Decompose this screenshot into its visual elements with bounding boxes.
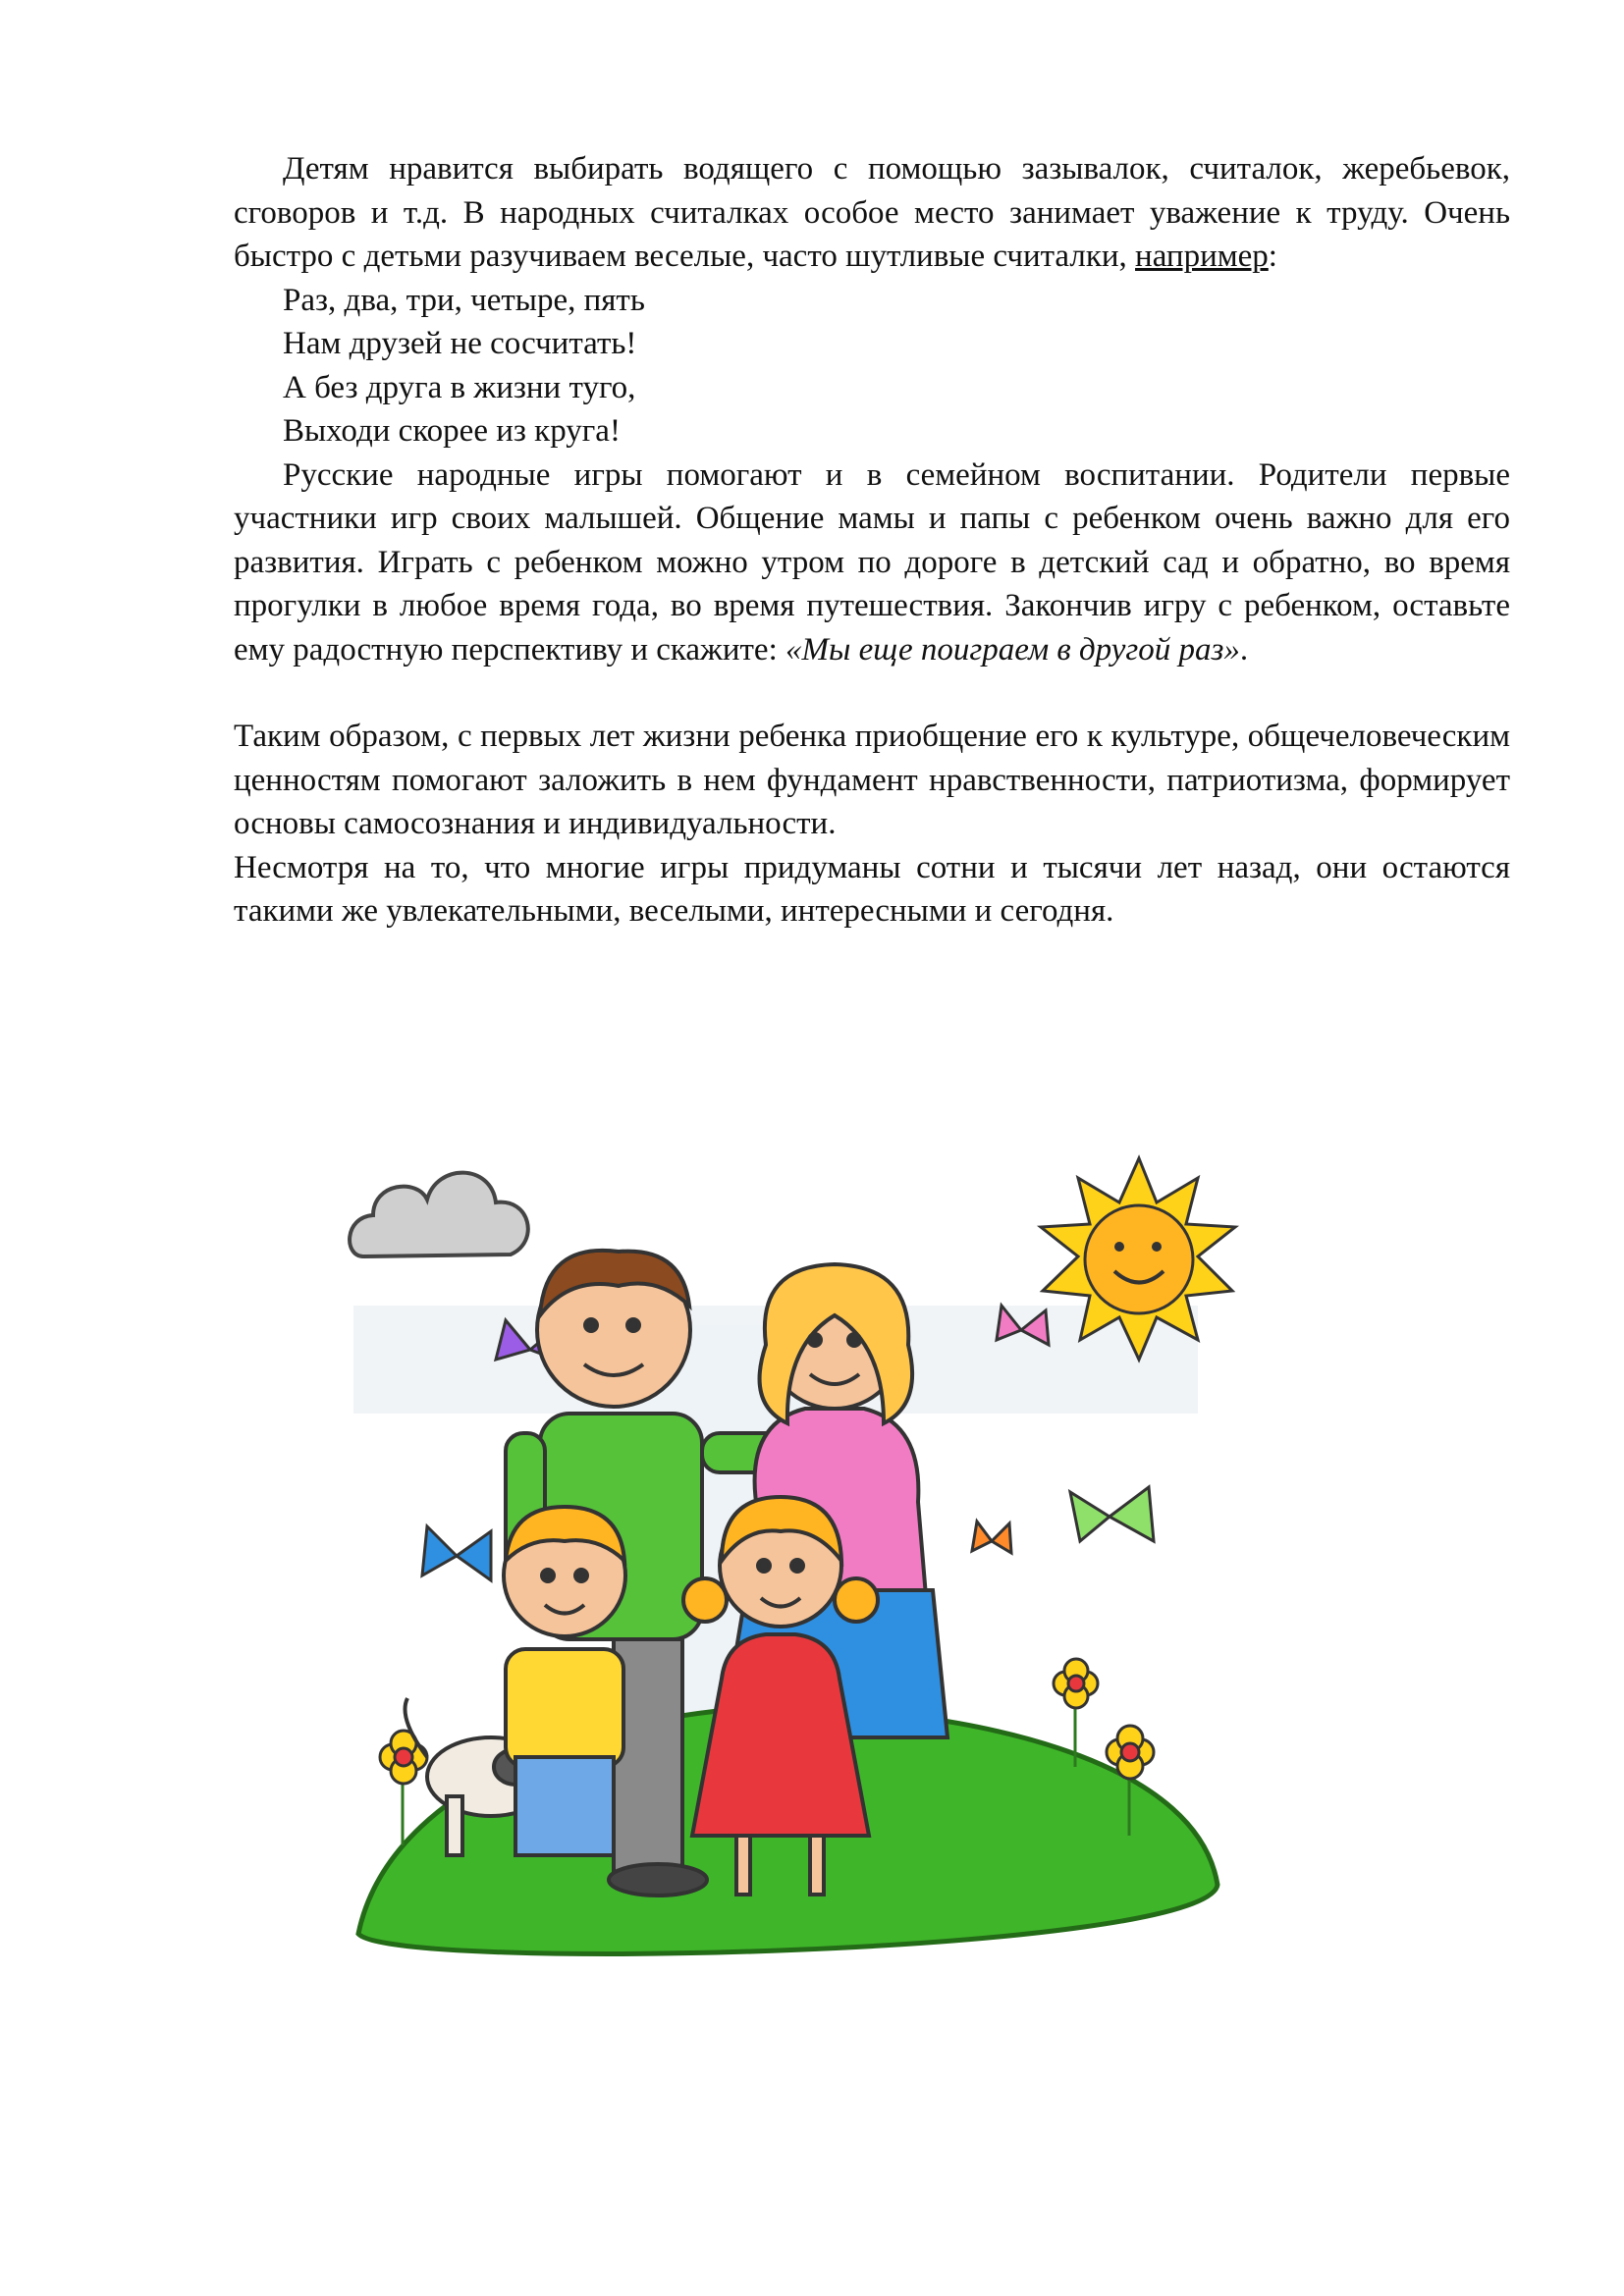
main-text: [234, 147, 1510, 934]
butterfly-icon: [422, 1526, 491, 1580]
butterfly-icon: [972, 1522, 1011, 1553]
family-illustration: [334, 1129, 1306, 1973]
cloud-icon: [350, 1173, 528, 1256]
butterfly-icon: [1070, 1487, 1154, 1541]
paragraph-text: Русские народные игры помогают и в семейном воспитании. Родители первые участники игр своих малышей. Общение мамы и папы с ребенком очень важно для его развития. Играть с ребенком можно утром по дороге в детский сад и обратно, во время прогулки в любое время года, во время путешествия. Закончив игру с ребенком, оставьте ему радостную перспективу и скажите:: [234, 456, 1510, 667]
boy-figure: [504, 1507, 625, 1855]
verse-line-3: А без друга в жизни туго,: [283, 369, 636, 405]
paragraph-conclusion: Таким образом, с первых лет жизни ребенка приобщение его к культуре, общечеловеческим ценностям помогают заложить в нем фундамент нравственности, патриотизма, формирует основы самосознания и индивидуальности.: [234, 719, 1510, 841]
period: .: [1239, 631, 1249, 667]
paragraph-still-fun: Несмотря на то, что многие игры придуманы сотни и тысячи лет назад, они остаются такими же увлекательными, веселыми, интересными и сегодня.: [234, 849, 1510, 929]
quote-text: «Мы еще поиграем в другой раз»: [785, 631, 1240, 667]
family-cartoon-icon: [334, 1129, 1306, 1973]
blank-line: [234, 671, 1510, 715]
verse-line-4: Выходи скорее из круга!: [283, 413, 621, 449]
verse-line-2: Нам друзей не сосчитать!: [283, 326, 637, 361]
paragraph-counting-rhymes: [234, 147, 1510, 279]
colon: :: [1268, 239, 1277, 274]
paragraph-text: Детям нравится выбирать водящего с помощью зазывалок, считалок, жеребьевок, сговоров и т.д. В народных считалках особое место занимает уважение к труду. Очень быстро с детьми разучиваем веселые, часто шутливые считалки,: [234, 151, 1510, 274]
underlined-word: например: [1135, 239, 1269, 274]
verse-line-1: Раз, два, три, четыре, пять: [283, 282, 645, 318]
paragraph-family-games: [234, 454, 1510, 672]
